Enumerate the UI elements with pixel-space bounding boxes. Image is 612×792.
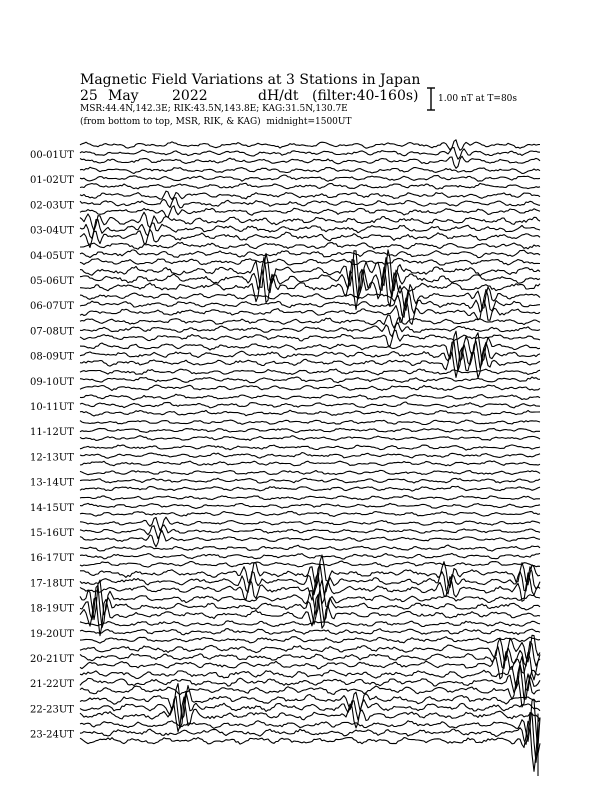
trace-msr	[80, 183, 540, 189]
trace-kag	[80, 517, 540, 530]
scale-label: 1.00 nT at T=80s	[438, 94, 518, 104]
trace-kag	[80, 394, 540, 400]
trace-kag	[80, 250, 540, 293]
trace-kag	[80, 369, 540, 375]
trace-rik	[80, 175, 540, 181]
order-note: (from bottom to top, MSR, RIK, & KAG)	[80, 117, 261, 127]
trace-rik	[80, 453, 540, 459]
date-year: 2022	[172, 88, 208, 104]
hour-label: 07-08UT	[30, 326, 74, 338]
hour-label: 00-01UT	[30, 150, 74, 161]
trace-rik	[80, 503, 540, 508]
hour-label: 09-10UT	[30, 376, 74, 388]
trace-rik	[80, 250, 540, 258]
trace-msr	[80, 674, 540, 707]
trace-msr	[80, 298, 540, 324]
trace-kag	[80, 621, 540, 627]
trace-rik	[80, 148, 540, 160]
trace-kag	[80, 470, 540, 474]
hour-label: 12-13UT	[30, 452, 74, 464]
hour-label: 01-02UT	[30, 175, 74, 187]
trace-rik	[80, 713, 540, 763]
hour-label: 08-09UT	[30, 351, 74, 363]
trace-kag	[80, 555, 540, 588]
trace-msr	[80, 206, 540, 218]
hour-label: 15-16UT	[30, 528, 74, 539]
hour-label: 20-21UT	[30, 654, 74, 665]
hour-label: 05-06UT	[30, 276, 74, 287]
trace-rik	[80, 478, 540, 483]
trace-msr	[80, 385, 540, 390]
trace-msr	[80, 410, 540, 416]
trace-rik	[80, 553, 540, 559]
hour-label: 13-14UT	[30, 477, 74, 489]
trace-msr	[80, 330, 540, 346]
station-coordinates: MSR:44.4N,142.3E; RIK:43.5N,143.8E; KAG:31.5N,130.7E	[80, 104, 348, 114]
trace-msr	[80, 461, 540, 466]
trace-kag	[80, 167, 540, 173]
trace-kag	[80, 242, 540, 249]
trace-msr	[80, 156, 540, 168]
trace-kag	[80, 191, 540, 200]
hour-label: 18-19UT	[30, 603, 74, 615]
trace-rik	[80, 402, 540, 408]
trace-kag	[80, 140, 540, 151]
trace-rik	[80, 642, 540, 669]
hour-label: 22-23UT	[30, 704, 74, 716]
date-month: May	[108, 88, 139, 104]
hour-label: 04-05UT	[30, 250, 74, 262]
filter-label: (filter:40-160s)	[312, 88, 419, 104]
midnight-note: midnight=1500UT	[266, 117, 352, 127]
scale-bar	[427, 88, 435, 110]
date-day: 25	[80, 88, 98, 104]
trace-kag	[80, 315, 540, 328]
trace-msr	[80, 436, 540, 441]
trace-rik	[80, 664, 540, 699]
trace-rik	[80, 629, 540, 635]
trace-msr	[80, 258, 540, 265]
trace-msr	[80, 595, 540, 636]
hour-label: 19-20UT	[30, 628, 74, 640]
trace-kag	[80, 700, 540, 754]
trace-rik	[80, 198, 540, 208]
trace-msr	[80, 486, 540, 491]
hour-label: 11-12UT	[30, 427, 74, 439]
hour-label: 10-11UT	[30, 402, 74, 413]
trace-rik	[80, 692, 540, 728]
trace-rik	[80, 428, 540, 432]
chart-title: Magnetic Field Variations at 3 Stations in Japan	[80, 72, 421, 88]
trace-msr	[80, 637, 540, 643]
trace-kag	[80, 496, 540, 500]
trace-kag	[80, 657, 540, 691]
trace-rik	[80, 323, 540, 337]
hour-label: 03-04UT	[30, 225, 74, 237]
trace-kag	[80, 420, 540, 425]
quantity-label: dH/dt	[258, 88, 299, 104]
hour-label: 14-15UT	[30, 502, 74, 514]
trace-msr	[80, 561, 540, 567]
hour-label: 23-24UT	[30, 729, 74, 741]
trace-msr	[80, 511, 540, 516]
hour-label: 16-17UT	[30, 553, 74, 565]
hour-label: 17-18UT	[30, 578, 74, 590]
trace-rik	[80, 377, 540, 383]
trace-kag	[80, 580, 540, 620]
trace-kag	[80, 445, 540, 450]
hour-label: 21-22UT	[30, 679, 74, 691]
trace-kag	[80, 545, 540, 551]
hour-label: 06-07UT	[30, 301, 74, 313]
hour-label: 02-03UT	[30, 200, 74, 212]
